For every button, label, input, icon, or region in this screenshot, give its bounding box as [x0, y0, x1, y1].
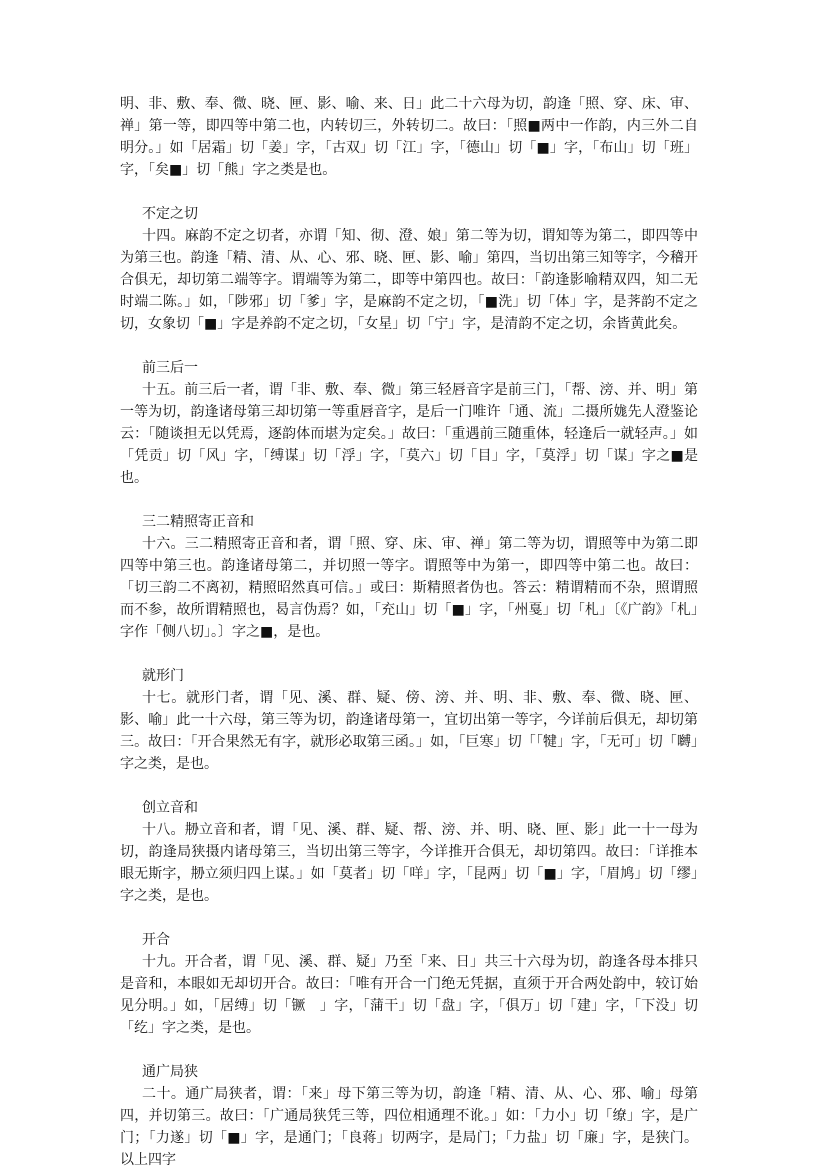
document-page	[120, 93, 698, 1171]
section-body: 十四。麻韵不定之切者，亦谓「知、彻、澄、娘」第二等为切，谓知等为第二，即四等中为第三也。韵逢「精、清、从、心、邪、晓、匣、影、喻」第四，当切出第三知等字，今稽开合俱无，却切第二端等字。谓端等为第二，即等中第四也。故曰：「韵逢影喻精双四，知二无时端二陈。」如，「陟邪」切「爹」字，是麻韵不定之切，「■洗」切「体」字，是荠韵不定之切，女象切「■」字是养韵不定之切，「女星」切「宁」字，是清韵不定之切，余皆黄此矣。	[120, 228, 698, 332]
section-heading: 开合	[142, 932, 170, 948]
section-heading: 不定之切	[142, 206, 198, 222]
section-heading: 创立音和	[142, 800, 198, 816]
section-body: 十八。刱立音和者，谓「见、溪、群、疑、帮、滂、并、明、晓、匣、影」此一十一母为切，韵逢局狭摄内诸母第三，当切出第三等字，今详推开合俱无，却切第四。故曰：「详推本眼无斯字，刱立须归四上谋。」如「莫者」切「咩」字，「昆两」切「■」字，「眉鸠」切「缪」字之类，是也。	[120, 822, 698, 904]
section-18	[120, 797, 698, 907]
section-body: 十五。前三后一者，谓「非、敷、奉、微」第三轻唇音字是前三门，「帮、滂、并、明」第一等为切，韵逢诸母第三却切第一等重唇音字，是后一门唯许「通、流」二摄所娏先人澄鉴论云：「随谈担无以凭焉，逐韵体而堪为定矣。」故曰：「重遇前三随重体，轻逢后一就轻声。」如「凭贡」切「风」字，「缚谋」切「浮」字，「莫六」切「目」字，「莫浮」切「谋」字之■是也。	[120, 382, 698, 486]
section-heading: 就形门	[142, 668, 184, 684]
section-body: 十九。开合者，谓「见、溪、群、疑」乃至「来、日」共三十六母为切，韵逢各母本排只是音和，本眼如无却切开合。故曰：「唯有开合一门绝无凭据，直须于开合两处韵中，较订始见分明。」如，「居缚」切「镢 」字，「蒲干」切「盘」字，「俱万」切「建」字，「下没」切「纥」字之类，是也。	[120, 954, 698, 1036]
section-body: 十七。就形门者，谓「见、溪、群、疑、傍、滂、并、明、非、敷、奉、微、晓、匣、影、喻」此一十六母，第三等为切，韵逢诸母第一，宜切出第一等字，今详前后俱无，却切第三。故曰：「开合果然无有字，就形必取第三函。」如，「巨寒」切「「犍」字，「无可」切「嚩」字之类，是也。	[120, 690, 698, 772]
section-19	[120, 929, 698, 1039]
section-heading: 前三后一	[142, 360, 198, 376]
section-17	[120, 665, 698, 775]
section-heading: 三二精照寄正音和	[142, 514, 254, 530]
section-20	[120, 1061, 698, 1171]
intro-paragraph: 明、非、敷、奉、微、晓、匣、影、喻、来、日」此二十六母为切，韵逢「照、穿、床、审、禅」第一等，即四等中第二也，内转切三，外转切二。故曰：「照■两中一作韵，内三外二自明分。」如「居霜」切「姜」字，「古双」切「江」字，「德山」切「■」字，「布山」切「班」字，「矣■」切「熊」字之类是也。	[120, 96, 698, 178]
section-body: 十六。三二精照寄正音和者，谓「照、穿、床、审、禅」第二等为切，谓照等中为第二即四等中第三也。韵逢诸母第二，并切照一等字。谓照等中为第一，即四等中第二也。故曰：「切三韵二不离初，精照昭然真可信。」或曰：斯精照者伪也。答云：精谓精而不杂，照谓照而不参，故所谓精照也，曷言伪焉？如，「充山」切「■」字，「州戛」切「札」〔《广韵》「札」字作「侧八切」。〕字之■，是也。	[120, 536, 698, 640]
section-15	[120, 357, 698, 489]
section-heading: 通广局狭	[142, 1064, 198, 1080]
section-16	[120, 511, 698, 643]
section-14	[120, 203, 698, 335]
section-body: 二十。通广局狭者，谓：「来」母下第三等为切，韵逢「精、清、从、心、邪、喻」母第四，并切第三。故曰：「广通局狭凭三等，四位相通理不讹。」如：「力小」切「缭」字，是广门；「力遂」切「■」字，是通门；「良蒋」切两字，是局门；「力盐」切「廉」字，是狭门。以上四字	[120, 1086, 698, 1168]
